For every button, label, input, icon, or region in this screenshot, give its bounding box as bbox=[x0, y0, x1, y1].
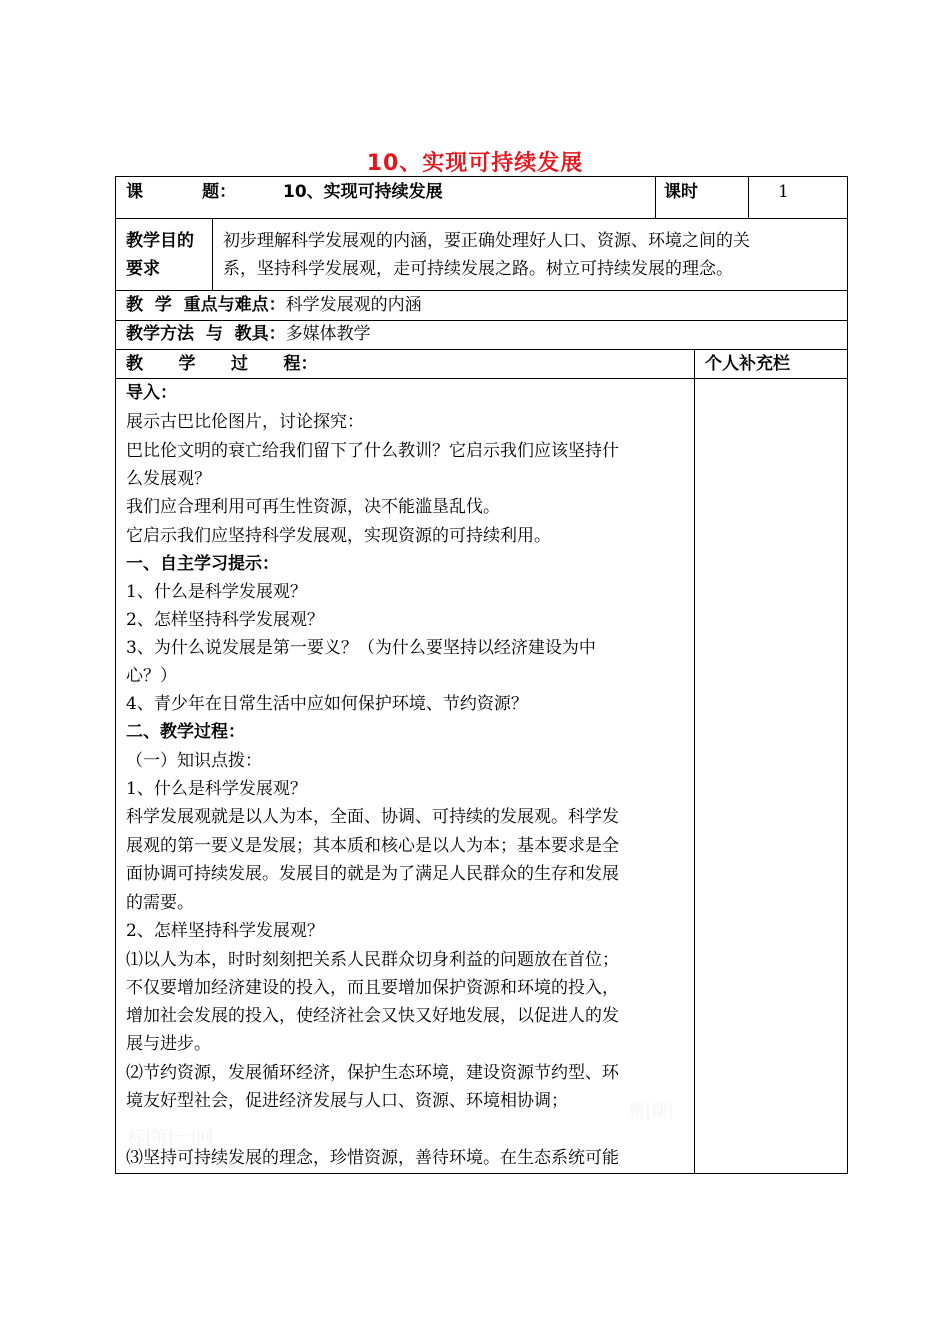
watermark-part2: 标|第|一|网 bbox=[128, 1128, 214, 1148]
body-text-line: 境友好型社会，促进经济发展与人口、资源、环境相协调； bbox=[126, 1091, 568, 1111]
row-divider bbox=[115, 218, 848, 219]
row-divider bbox=[115, 290, 848, 291]
column-divider bbox=[655, 176, 656, 218]
section-heading: 一、自主学习提示： bbox=[126, 554, 279, 574]
topic-value: 10、实现可持续发展 bbox=[283, 182, 443, 202]
body-text-line: 心？） bbox=[126, 666, 177, 686]
hours-value: 1 bbox=[778, 182, 789, 202]
objectives-label-line2: 要求 bbox=[126, 259, 160, 279]
row-divider bbox=[115, 320, 848, 321]
methods-row bbox=[126, 323, 371, 345]
body-text-line: 展示古巴比伦图片，讨论探究： bbox=[126, 412, 364, 432]
body-text-line: ⑵节约资源，发展循环经济，保护生态环境，建设资源节约型、环 bbox=[126, 1063, 619, 1083]
process-label: 教 学 过 程： bbox=[126, 354, 318, 374]
body-text-line: 2、怎样坚持科学发展观？ bbox=[126, 921, 324, 941]
body-text-line: 3、为什么说发展是第一要义？（为什么要坚持以经济建设为中 bbox=[126, 638, 596, 658]
section-heading: 导入： bbox=[126, 383, 177, 403]
column-divider bbox=[748, 176, 749, 218]
column-divider bbox=[212, 218, 213, 290]
methods-value: 多媒体教学 bbox=[285, 324, 371, 344]
body-text-line: 面协调可持续发展。发展目的就是为了满足人民群众的生存和发展 bbox=[126, 864, 619, 884]
body-text-line: 展观的第一要义是发展；其本质和核心是以人为本；基本要求是全 bbox=[126, 836, 619, 856]
body-text-line: 展与进步。 bbox=[126, 1034, 211, 1054]
body-text-line: 的需要。 bbox=[126, 893, 194, 913]
row-divider bbox=[115, 378, 848, 379]
watermark-part1: 新|课| bbox=[628, 1101, 674, 1121]
side-notes-label: 个人补充栏 bbox=[705, 354, 790, 374]
body-text-line: （一）知识点拨： bbox=[126, 751, 262, 771]
methods-label: 教学方法 与 教具： bbox=[126, 324, 286, 344]
topic-label: 课 题： bbox=[126, 182, 237, 202]
body-text-line: 1、什么是科学发展观？ bbox=[126, 582, 307, 602]
body-text-line: 2、怎样坚持科学发展观？ bbox=[126, 610, 324, 630]
objectives-label-line1: 教学目的 bbox=[126, 231, 194, 251]
body-text-line: 1、什么是科学发展观？ bbox=[126, 779, 307, 799]
row-divider bbox=[115, 349, 848, 350]
body-text-line: 它启示我们应坚持科学发展观，实现资源的可持续利用。 bbox=[126, 526, 551, 546]
hours-label: 课时 bbox=[664, 182, 698, 202]
body-text-line: 不仅要增加经济建设的投入，而且要增加保护资源和环境的投入， bbox=[126, 978, 619, 998]
body-text-line: 么发展观？ bbox=[126, 469, 211, 489]
key-points-value: 科学发展观的内涵 bbox=[285, 295, 422, 315]
column-divider bbox=[694, 349, 695, 1174]
body-text-line: 巴比伦文明的衰亡给我们留下了什么教训？它启示我们应该坚持什 bbox=[126, 441, 619, 461]
objectives-text-line2: 系，坚持科学发展观，走可持续发展之路。树立可持续发展的理念。 bbox=[223, 259, 733, 279]
body-text-line: 4、青少年在日常生活中应如何保护环境、节约资源？ bbox=[126, 694, 528, 714]
section-heading: 二、教学过程： bbox=[126, 722, 245, 742]
key-points-row bbox=[126, 294, 422, 316]
objectives-text-line1: 初步理解科学发展观的内涵，要正确处理好人口、资源、环境之间的关 bbox=[223, 231, 750, 251]
body-text-line: ⑴以人为本，时时刻刻把关系人民群众切身利益的问题放在首位； bbox=[126, 950, 619, 970]
body-text-line: ⑶坚持可持续发展的理念，珍惜资源，善待环境。在生态系统可能 bbox=[126, 1148, 619, 1168]
key-points-label: 教 学 重点与难点： bbox=[126, 295, 286, 315]
body-text-line: 科学发展观就是以人为本，全面、协调、可持续的发展观。科学发 bbox=[126, 807, 619, 827]
document-title: 10、实现可持续发展 bbox=[366, 151, 584, 176]
body-text-line: 我们应合理利用可再生性资源，决不能滥垦乱伐。 bbox=[126, 497, 500, 517]
body-text-line: 增加社会发展的投入，使经济社会又快又好地发展，以促进人的发 bbox=[126, 1006, 619, 1026]
